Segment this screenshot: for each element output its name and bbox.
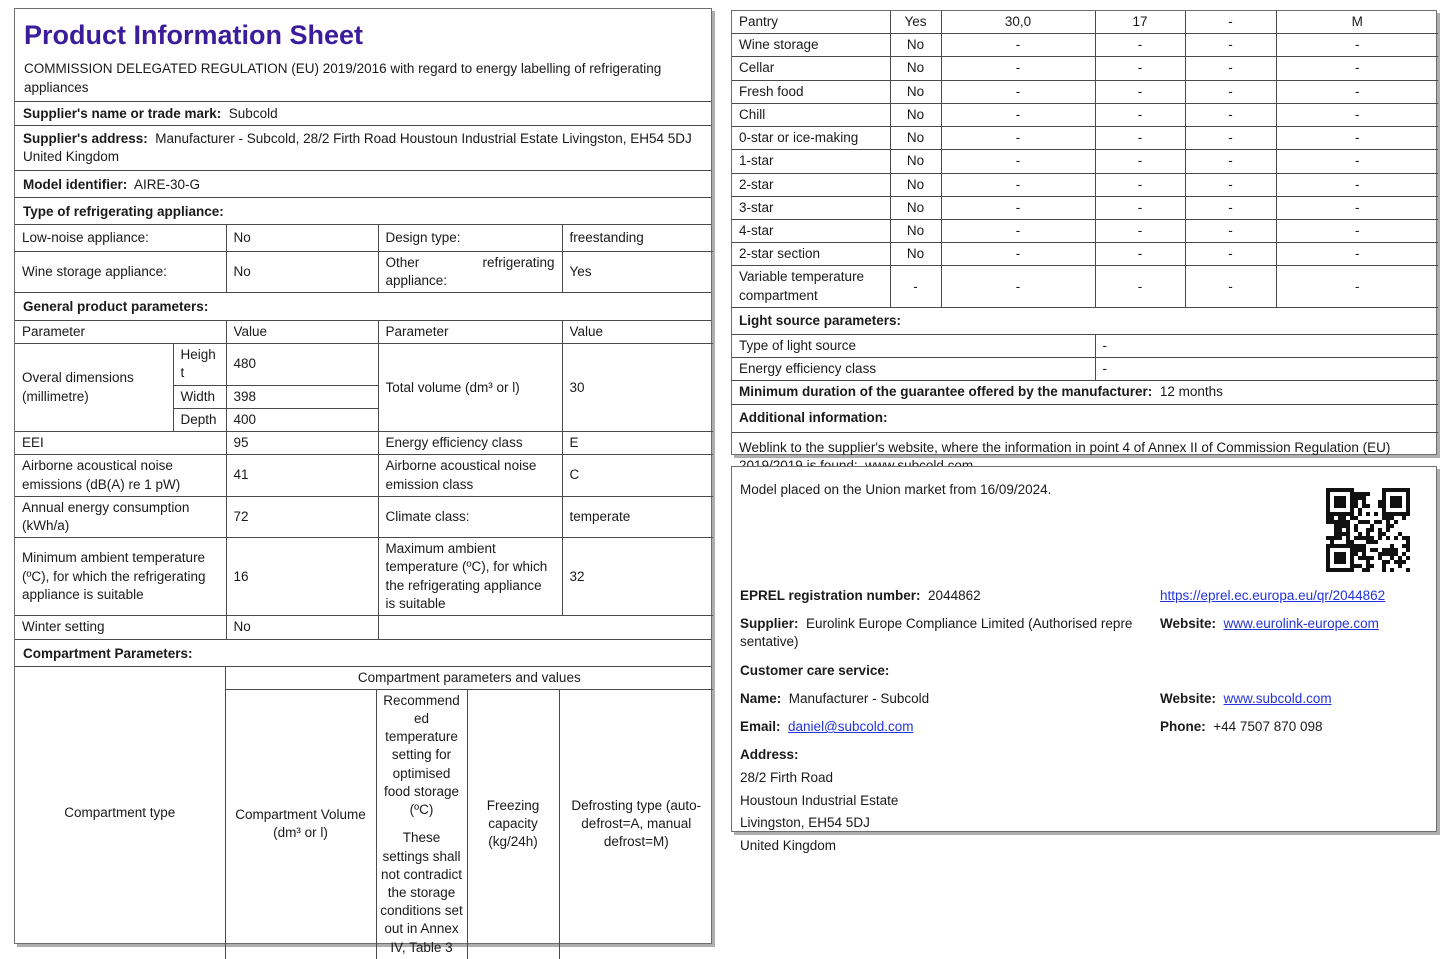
light-source-heading: Light source parameters: (732, 307, 1438, 334)
supplier-name-value: Subcold (228, 105, 278, 121)
address-line: 28/2 Firth Road (740, 769, 834, 785)
compartment-header-table-wrap (15, 666, 711, 959)
param-value: freestanding (562, 225, 713, 251)
market-info-panel (731, 466, 1437, 853)
dim-name: Height (173, 344, 226, 385)
table-row (732, 266, 1438, 307)
table-row (732, 173, 1438, 196)
compartment-volume: - (941, 127, 1095, 150)
compartment-present: No (890, 103, 941, 126)
compartment-volume: 30,0 (941, 11, 1095, 34)
supplier-row (740, 613, 1160, 653)
compartment-defrost: - (1276, 127, 1438, 150)
param-label: Climate class: (378, 496, 562, 537)
dim-name: Depth (173, 408, 226, 431)
compartment-temp: - (1095, 34, 1185, 57)
table-row (732, 127, 1438, 150)
page-title: Product Information Sheet (24, 20, 364, 50)
compartment-type: 1-star (732, 150, 890, 173)
compartment-freezing: - (1185, 243, 1276, 266)
type-table-wrap (15, 224, 711, 292)
supplier-address-value: Manufacturer - Subcold, 28/2 Firth Road Houstoun Industrial Estate Livingston, EH54 5DJ United Kingdom (23, 130, 692, 165)
compartment-present: No (890, 173, 941, 196)
table-row (15, 538, 713, 616)
model-placed-text: Model placed on the Union market from 16/09/2024. (740, 482, 1052, 497)
table-row (15, 616, 713, 639)
guarantee-value: 12 months (1159, 384, 1223, 400)
dim-name: Width (173, 385, 226, 408)
dim-value: 398 (226, 385, 378, 408)
table-row (15, 496, 713, 537)
website-label: Website: (1160, 690, 1217, 706)
compartment-section-heading: Compartment Parameters: (15, 639, 711, 666)
compartment-temp: - (1095, 196, 1185, 219)
address-label: Address: (740, 747, 799, 763)
compartment-values-table (732, 11, 1438, 485)
param-label: EEI (15, 432, 226, 455)
compartment-type: Pantry (732, 11, 890, 34)
eprel-link-row (1160, 585, 1428, 607)
compartment-freezing: - (1185, 150, 1276, 173)
compartment-defrost: - (1276, 57, 1438, 80)
compartment-present: No (890, 196, 941, 219)
compartment-freezing: - (1185, 196, 1276, 219)
eprel-link[interactable]: https://eprel.ec.europa.eu/qr/2044862 (1160, 588, 1386, 603)
website-label: Website: (1160, 616, 1217, 632)
col-header-freezing: Freezing capacity (kg/24h) (467, 689, 559, 959)
light-param-label: Energy efficiency class (732, 358, 1095, 381)
compartment-volume: - (941, 196, 1095, 219)
col-header-defrost: Defrosting type (auto-defrost=A, manual defrost=M) (559, 689, 713, 959)
col-header-volume: Compartment Volume (dm³ or l) (225, 689, 376, 959)
care-name-row (740, 688, 1160, 710)
table-row (732, 358, 1438, 381)
compartment-present: No (890, 34, 941, 57)
light-param-value: - (1095, 358, 1438, 381)
param-value: 32 (562, 538, 713, 616)
name-value: Manufacturer - Subcold (788, 690, 930, 706)
compartment-volume: - (941, 219, 1095, 242)
winter-setting-value: No (226, 616, 378, 639)
table-row (15, 455, 713, 496)
customer-care-heading: Customer care service: (740, 662, 890, 678)
compartment-freezing: - (1185, 57, 1276, 80)
table-row (732, 11, 1438, 34)
table-row (732, 150, 1438, 173)
model-identifier-value: AIRE-30-G (134, 176, 201, 192)
dim-value: 480 (226, 344, 378, 385)
col-header: Value (226, 321, 378, 344)
table-row (732, 34, 1438, 57)
email-link[interactable]: daniel@subcold.com (788, 719, 914, 735)
compartment-freezing: - (1185, 34, 1276, 57)
supplier-website-row (1160, 613, 1428, 635)
compartment-present: No (890, 80, 941, 103)
general-section-heading: General product parameters: (15, 292, 711, 320)
light-param-value: - (1095, 334, 1438, 357)
phone-value: +44 7507 870 098 (1213, 719, 1323, 735)
compartment-temp: - (1095, 150, 1185, 173)
compartment-freezing: - (1185, 266, 1276, 307)
compartment-defrost: - (1276, 266, 1438, 307)
compartment-type: Wine storage (732, 34, 890, 57)
param-label: Maximum ambient temperature (ºC), for which the refrigerating appliance is suitable (378, 538, 562, 616)
compartment-present: No (890, 243, 941, 266)
market-info-grid (740, 585, 1428, 857)
supplier-address-label: Supplier's address: (23, 130, 148, 146)
compartment-freezing: - (1185, 80, 1276, 103)
param-label: Low-noise appliance: (15, 225, 226, 251)
table-row (732, 243, 1438, 266)
email-label: Email: (740, 719, 781, 735)
eprel-row (740, 585, 1160, 607)
param-label: Minimum ambient temperature (ºC), for which the refrigerating appliance is suitable (15, 538, 226, 616)
compartment-type: Fresh food (732, 80, 890, 103)
guarantee-cell (732, 381, 1438, 404)
model-identifier-row (15, 170, 711, 197)
care-website-link[interactable]: www.subcold.com (1223, 690, 1332, 706)
compartment-type: 2-star (732, 173, 890, 196)
name-label: Name: (740, 690, 782, 706)
empty-cell (378, 616, 713, 639)
compartment-defrost: - (1276, 173, 1438, 196)
compartment-temp: - (1095, 80, 1185, 103)
compartment-temp: 17 (1095, 11, 1185, 34)
param-value: temperate (562, 496, 713, 537)
supplier-address-row (15, 125, 711, 170)
phone-label: Phone: (1160, 719, 1206, 735)
param-label: Other refrigerating appliance: (378, 251, 562, 292)
compartment-temp: - (1095, 243, 1185, 266)
compartment-type: 4-star (732, 219, 890, 242)
care-website-row (1160, 688, 1428, 710)
compartment-temp: - (1095, 266, 1185, 307)
compartment-temp: - (1095, 57, 1185, 80)
winter-setting-label: Winter setting (15, 616, 226, 639)
compartment-volume: - (941, 150, 1095, 173)
compartment-volume: - (941, 80, 1095, 103)
compartment-volume: - (941, 57, 1095, 80)
param-value: No (226, 225, 378, 251)
param-label: Airborne acoustical noise emission class (378, 455, 562, 496)
compartment-defrost: - (1276, 243, 1438, 266)
qr-code (1326, 488, 1410, 572)
table-row (15, 344, 713, 385)
col-header-compartment-type: Compartment type (15, 667, 225, 959)
table-row (732, 57, 1438, 80)
table-row (732, 103, 1438, 126)
general-table-wrap (15, 320, 711, 639)
product-info-sheet (14, 8, 712, 955)
group-header: Compartment parameters and values (225, 667, 713, 690)
compartment-volume: - (941, 103, 1095, 126)
model-identifier-label: Model identifier: (23, 176, 128, 192)
address-line: Houstoun Industrial Estate (740, 792, 899, 808)
supplier-name-row (15, 101, 711, 125)
compartment-temp: - (1095, 173, 1185, 196)
address-line: United Kingdom (740, 837, 837, 853)
compartment-type: 0-star or ice-making (732, 127, 890, 150)
additional-info-heading: Additional information: (732, 404, 1438, 432)
compartment-volume: - (941, 34, 1095, 57)
col-header: Value (562, 321, 713, 344)
type-table (15, 225, 713, 292)
compartment-volume: - (941, 243, 1095, 266)
guarantee-row (732, 381, 1438, 404)
eprel-number: 2044862 (928, 588, 981, 603)
table-row (732, 219, 1438, 242)
address-line: Livingston, EH54 5DJ (740, 815, 870, 831)
supplier-name-label: Supplier's name or trade mark: (23, 105, 222, 121)
table-row (15, 251, 713, 292)
compartment-temp: - (1095, 219, 1185, 242)
compartment-freezing: - (1185, 103, 1276, 126)
compartment-present: No (890, 150, 941, 173)
dimensions-label: Overal dimensions (millimetre) (15, 344, 173, 432)
eprel-label: EPREL registration number: (740, 588, 921, 603)
light-source-heading-row (732, 307, 1438, 334)
table-row (15, 225, 713, 251)
regulation-subtitle: COMMISSION DELEGATED REGULATION (EU) 2019/2016 with regard to energy labelling of refrigerating appliances (24, 61, 662, 95)
compartment-temp: - (1095, 103, 1185, 126)
param-label: Design type: (378, 225, 562, 251)
compartment-freezing: - (1185, 219, 1276, 242)
dim-value: 400 (226, 408, 378, 431)
compartment-values-panel (731, 10, 1437, 455)
table-row (15, 432, 713, 455)
param-label: Wine storage appliance: (15, 251, 226, 292)
param-value: 41 (226, 455, 378, 496)
weblink-text: Weblink to the supplier's website, where the information in point 4 of Annex II of Commission Regulation (EU) (739, 439, 1391, 455)
compartment-type: Variable temperature compartment (732, 266, 890, 307)
col-header: Parameter (15, 321, 226, 344)
type-section-heading: Type of refrigerating appliance: (15, 197, 711, 224)
compartment-freezing: - (1185, 127, 1276, 150)
compartment-type: Chill (732, 103, 890, 126)
param-label: Airborne acoustical noise emissions (dB(A) re 1 pW) (15, 455, 226, 496)
compartment-defrost: - (1276, 103, 1438, 126)
supplier-value: Eurolink Europe Compliance Limited (Authorised repre sentative) (740, 616, 1133, 650)
compartment-volume: - (941, 173, 1095, 196)
compartment-present: - (890, 266, 941, 307)
compartment-defrost: - (1276, 80, 1438, 103)
param-value: C (562, 455, 713, 496)
col-header-temp-setting: Recommended temperature setting for optimised food storage (ºC) These settings shall not contradict the storage conditions set out in Annex IV, Table 3 (376, 689, 467, 959)
table-row (732, 334, 1438, 357)
compartment-present: Yes (890, 11, 941, 34)
compartment-defrost: M (1276, 11, 1438, 34)
supplier-label: Supplier: (740, 616, 799, 632)
param-label: Energy efficiency class (378, 432, 562, 455)
param-value: 16 (226, 538, 378, 616)
total-volume-value: 30 (562, 344, 713, 432)
compartment-temp: - (1095, 127, 1185, 150)
table-header-row (15, 321, 713, 344)
param-value: 95 (226, 432, 378, 455)
compartment-present: No (890, 219, 941, 242)
table-row (732, 196, 1438, 219)
compartment-defrost: - (1276, 150, 1438, 173)
param-value: No (226, 251, 378, 292)
table-header-row (15, 667, 713, 690)
phone-row (1160, 716, 1428, 738)
param-value: E (562, 432, 713, 455)
param-value: Yes (562, 251, 713, 292)
col-header: Parameter (378, 321, 562, 344)
title-block (15, 9, 711, 101)
email-row (740, 716, 1160, 738)
param-label: Annual energy consumption (kWh/a) (15, 496, 226, 537)
compartment-type: 2-star section (732, 243, 890, 266)
compartment-defrost: - (1276, 196, 1438, 219)
address-block (740, 744, 1428, 857)
compartment-volume: - (941, 266, 1095, 307)
light-param-label: Type of light source (732, 334, 1095, 357)
compartment-freezing: - (1185, 11, 1276, 34)
supplier-website-link[interactable]: www.eurolink-europe.com (1223, 616, 1379, 632)
compartment-type: 3-star (732, 196, 890, 219)
additional-info-heading-row (732, 404, 1438, 432)
general-table (15, 321, 713, 639)
compartment-present: No (890, 127, 941, 150)
compartment-type: Cellar (732, 57, 890, 80)
compartment-header-table (15, 667, 713, 959)
guarantee-label: Minimum duration of the guarantee offered by the manufacturer: (739, 384, 1153, 400)
compartment-defrost: - (1276, 219, 1438, 242)
compartment-defrost: - (1276, 34, 1438, 57)
total-volume-label: Total volume (dm³ or l) (378, 344, 562, 432)
compartment-present: No (890, 57, 941, 80)
compartment-freezing: - (1185, 173, 1276, 196)
param-value: 72 (226, 496, 378, 537)
table-row (732, 80, 1438, 103)
